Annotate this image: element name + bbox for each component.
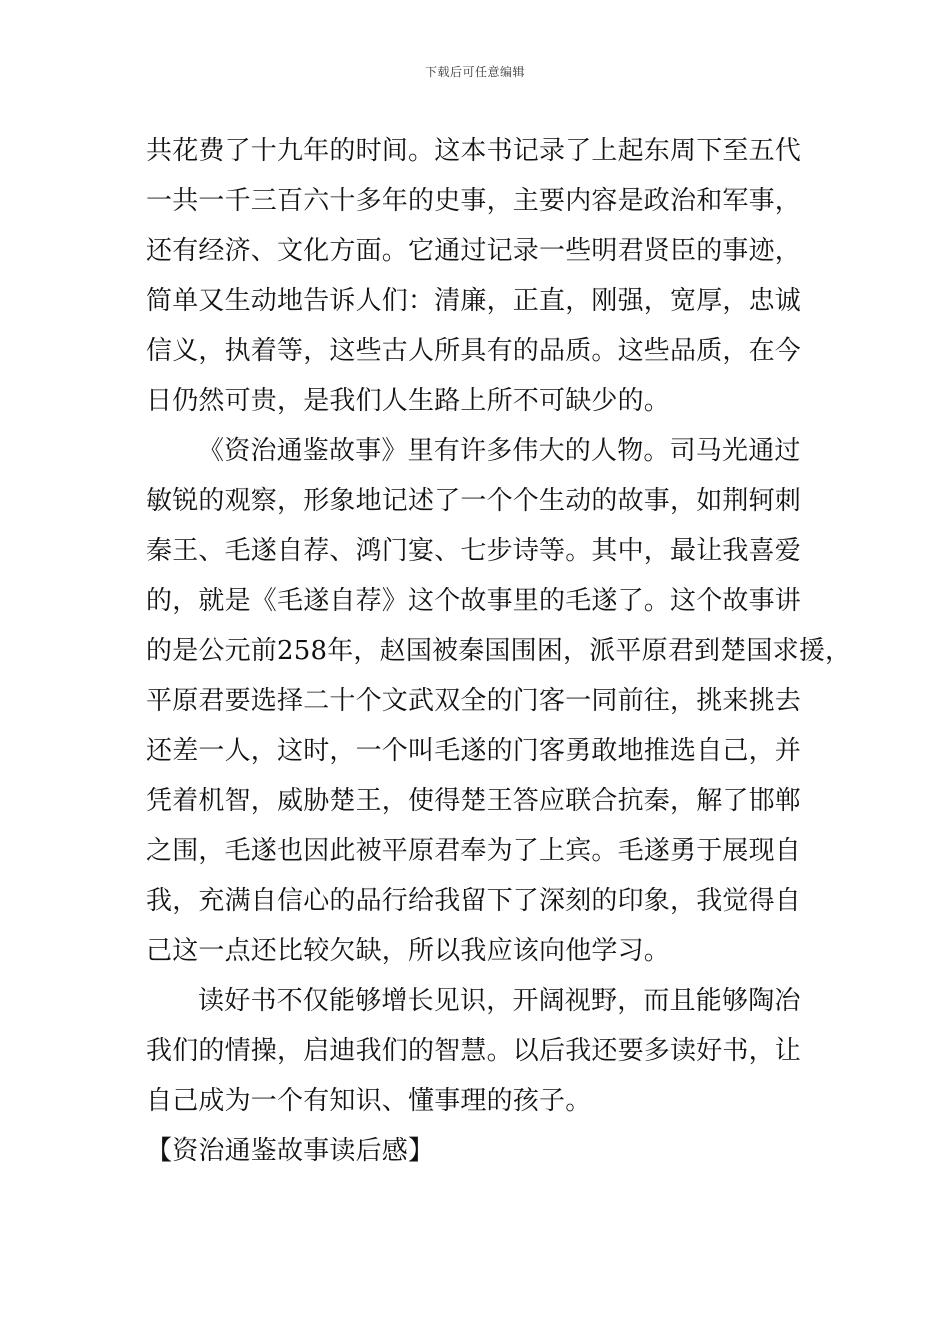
text-line: 还有经济、文化方面。它通过记录一些明君贤臣的事迹， <box>146 236 802 266</box>
text-line: 《资治通鉴故事》里有许多伟大的人物。司马光通过 <box>198 436 801 466</box>
text-line: 我们的情操，启迪我们的智慧。以后我还要多读好书，让 <box>146 1036 802 1066</box>
text-line: 简单又生动地告诉人们：清廉，正直，刚强，宽厚，忠诚 <box>146 286 802 316</box>
text-line: 共花费了十九年的时间。这本书记录了上起东周下至五代 <box>146 136 802 166</box>
text-line: 的，就是《毛遂自荐》这个故事里的毛遂了。这个故事讲 <box>146 586 802 616</box>
text-line: 敏锐的观察，形象地记述了一个个生动的故事，如荆轲刺 <box>146 486 802 516</box>
text-line: 秦王、毛遂自荐、鸿门宴、七步诗等。其中，最让我喜爱 <box>146 536 802 566</box>
text-line: 日仍然可贵，是我们人生路上所不可缺少的。 <box>146 386 671 416</box>
text-line: 自己成为一个有知识、懂事理的孩子。 <box>146 1086 592 1116</box>
document-body <box>146 126 852 1176</box>
text-line: 凭着机智，威胁楚王，使得楚王答应联合抗秦，解了邯郸 <box>146 786 802 816</box>
text-line: 之围，毛遂也因此被平原君奉为了上宾。毛遂勇于展现自 <box>146 836 802 866</box>
text-line: 平原君要选择二十个文武双全的门客一同前往，挑来挑去 <box>146 686 802 716</box>
text-line: 我，充满自信心的品行给我留下了深刻的印象，我觉得自 <box>146 886 802 916</box>
paragraph-3 <box>146 976 822 1126</box>
section-heading: 【资治通鉴故事读后感】 <box>146 1136 435 1166</box>
text-line: 信义，执着等，这些古人所具有的品质。这些品质，在今 <box>146 336 802 366</box>
paragraph-1 <box>146 126 822 426</box>
text-line: 一共一千三百六十多年的史事，主要内容是政治和军事， <box>146 186 802 216</box>
text-line: 的是公元前258年，赵国被秦国围困，派平原君到楚国求援， <box>146 636 852 666</box>
text-line: 己这一点还比较欠缺，所以我应该向他学习。 <box>146 936 671 966</box>
page-header: 下载后可任意编辑 <box>424 65 525 79</box>
text-line: 还差一人，这时，一个叫毛遂的门客勇敢地推选自己，并 <box>146 736 802 766</box>
text-line: 读好书不仅能够增长见识，开阔视野，而且能够陶冶 <box>198 986 801 1016</box>
paragraph-2 <box>146 426 852 976</box>
